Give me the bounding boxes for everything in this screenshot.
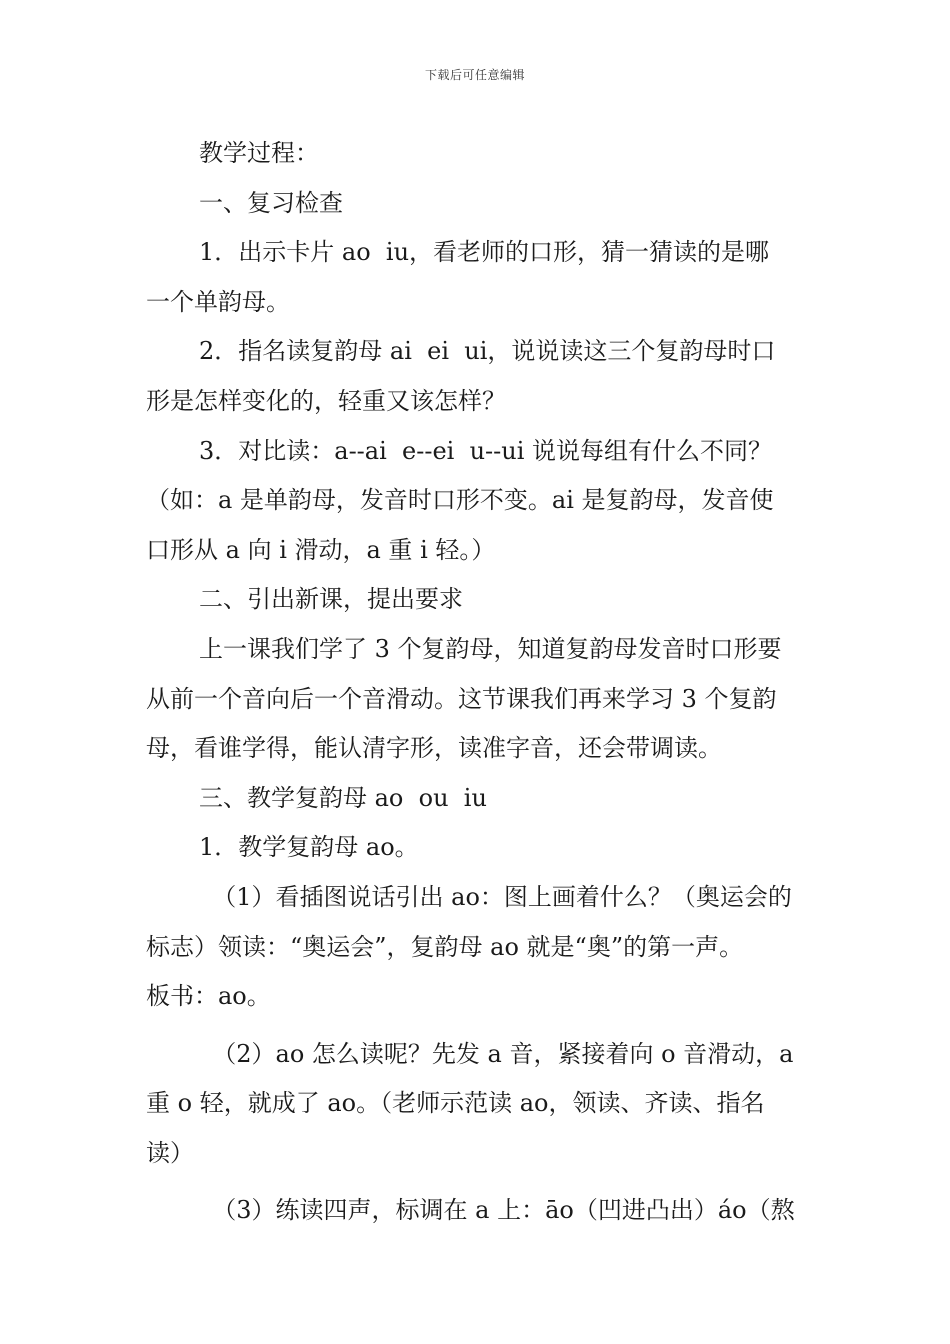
body-text-line: 二、引出新课，提出要求: [199, 585, 463, 614]
body-text-line: （1）看插图说话引出 ao：图上画着什么？（奥运会的: [212, 882, 792, 911]
body-text-line: 3．对比读：a--ai e--ei u--ui 说说每组有什么不同？: [199, 436, 773, 465]
body-text-line: 读）: [146, 1138, 194, 1167]
body-text-line: 一、复习检查: [199, 188, 343, 217]
body-text-line: 标志）领读：“奥运会”，复韵母 ao 就是“奥”的第一声。: [146, 932, 744, 961]
document-body: [146, 129, 826, 1236]
body-text-line: 一个单韵母。: [146, 287, 290, 316]
body-text-line: （如：a 是单韵母，发音时口形不变。ai 是复韵母，发音使: [146, 486, 774, 515]
body-text-line: 三、教学复韵母 ao ou iu: [199, 783, 487, 812]
body-text-line: 形是怎样变化的，轻重又该怎样？: [146, 386, 506, 415]
body-text-line: 口形从 a 向 i 滑动，a 重 i 轻。）: [146, 535, 496, 564]
body-text-line: 母，看谁学得，能认清字形，读准字音，还会带调读。: [146, 734, 722, 763]
body-text-line: （2）ao 怎么读呢？先发 a 音，紧接着向 o 音滑动，a: [212, 1039, 794, 1068]
body-text-line: 2．指名读复韵母 ai ei ui，说说读这三个复韵母时口: [199, 337, 776, 366]
body-text-line: 教学过程：: [199, 139, 319, 167]
body-text-line: 1．教学复韵母 ao。: [199, 833, 419, 862]
body-text-line: 1．出示卡片 ao iu，看老师的口形，猜一猜读的是哪: [199, 238, 770, 267]
body-text-line: 重 o 轻，就成了 ao。（老师示范读 ao，领读、齐读、指名: [146, 1089, 765, 1118]
page-header: 下载后可任意编辑: [424, 68, 525, 82]
body-text-line: 上一课我们学了 3 个复韵母，知道复韵母发音时口形要: [199, 634, 782, 663]
body-text-line: （3）练读四声，标调在 a 上：āo（凹进凸出）áo（熬: [212, 1196, 795, 1225]
body-text-line: 板书：ao。: [146, 982, 271, 1011]
body-text-line: 从前一个音向后一个音滑动。这节课我们再来学习 3 个复韵: [146, 684, 777, 713]
